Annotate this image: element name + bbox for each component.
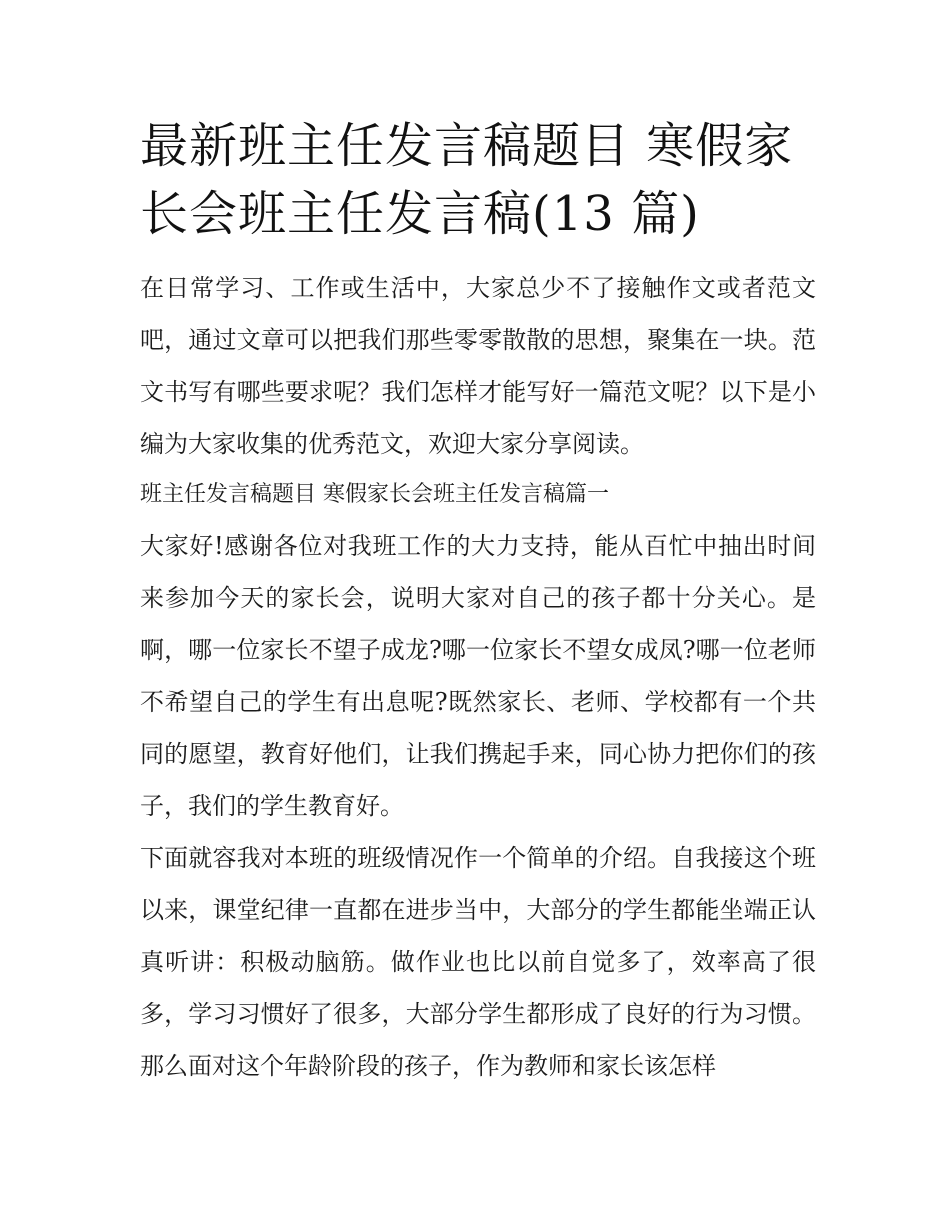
document-page — [140, 112, 816, 1092]
section-heading: 班主任发言稿题目 寒假家长会班主任发言稿篇一 — [140, 482, 609, 507]
intro-paragraph: 在日常学习、工作或生活中，大家总少不了接触作文或者范文吧，通过文章可以把我们那些零零散散的思想，聚集在一块。范文书写有哪些要求呢？我们怎样才能写好一篇范文呢？以下是小编为大家收集的优秀范文，欢迎大家分享阅读。 — [140, 274, 816, 458]
body-paragraph-1: 大家好!感谢各位对我班工作的大力支持，能从百忙中抽出时间来参加今天的家长会，说明大家对自己的孩子都十分关心。是啊，哪一位家长不望子成龙?哪一位家长不望女成凤?哪一位老师不希望自己的学生有出息呢?既然家长、老师、学校都有一个共同的愿望，教育好他们，让我们携起手来，同心协力把你们的孩子，我们的学生教育好。 — [140, 532, 816, 820]
document-title: 最新班主任发言稿题目 寒假家长会班主任发言稿(13 篇) — [140, 118, 794, 242]
document-body — [140, 262, 816, 1092]
body-paragraph-2: 下面就容我对本班的班级情况作一个简单的介绍。自我接这个班以来，课堂纪律一直都在进步当中，大部分的学生都能坐端正认真听讲：积极动脑筋。做作业也比以前自觉多了，效率高了很多，学习习惯好了很多，大部分学生都形成了良好的行为习惯。那么面对这个年龄阶段的孩子，作为教师和家长该怎样 — [140, 844, 816, 1080]
